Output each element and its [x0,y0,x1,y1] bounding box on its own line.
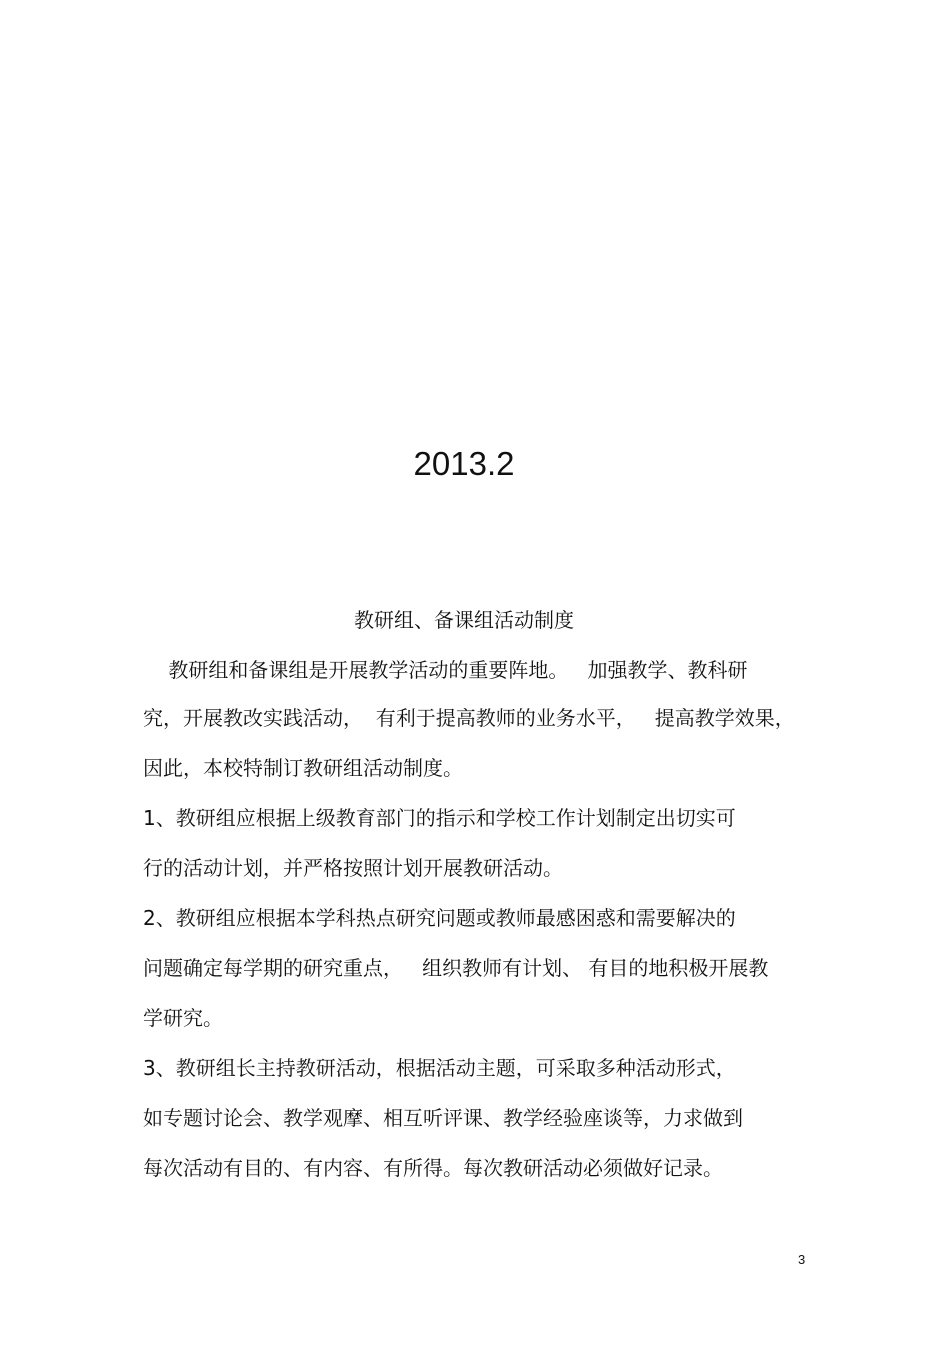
body-line: 3、教研组长主持教研活动，根据活动主题，可采取多种活动形式， [143,1056,736,1080]
body-line: 1、教研组应根据上级教育部门的指示和学校工作计划制定出切实可 [143,806,736,830]
body-line: 每次活动有目的、有内容、有所得。每次教研活动必须做好记录。 [143,1156,723,1180]
page-number: 3 [798,1252,806,1267]
body-line: 如专题讨论会、教学观摩、相互听评课、教学经验座谈等，力求做到 [143,1106,743,1130]
document-title: 教研组、备课组活动制度 [354,608,574,632]
body-line: 因此，本校特制订教研组活动制度。 [143,756,463,780]
body-line: 问题确定每学期的研究重点， 组织教师有计划、 有目的地积极开展教 [143,956,769,980]
body-line: 学研究。 [143,1006,223,1030]
body-line: 行的活动计划，并严格按照计划开展教研活动。 [143,856,563,880]
body-line: 教研组和备课组是开展教学活动的重要阵地。 加强教学、教科研 [143,658,748,682]
body-line: 究，开展教改实践活动， 有利于提高教师的业务水平， 提高教学效果， [143,706,795,730]
document-date: 2013.2 [413,445,515,482]
body-line: 2、教研组应根据本学科热点研究问题或教师最感困惑和需要解决的 [143,906,736,930]
